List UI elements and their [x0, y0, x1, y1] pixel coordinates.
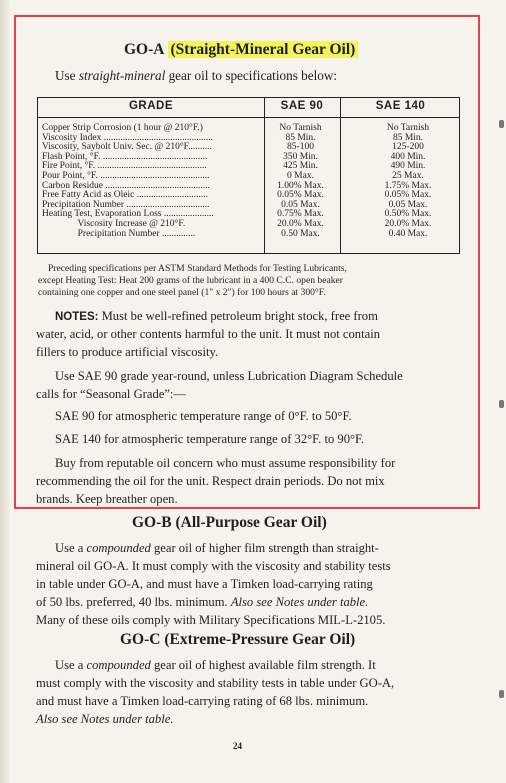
row-sae90: 0.75% Max. [277, 209, 324, 220]
row-label: Viscosity, Saybolt Univ. Sec. @ 210°F.......... [42, 142, 212, 153]
row-sae90: 0.05% Max. [277, 190, 324, 201]
row-sae90: 85-100 [287, 142, 314, 153]
goa-title: (Straight-Mineral Gear Oil) [168, 41, 359, 58]
row-sae140: 20.0% Max. [384, 219, 432, 229]
footnote-line: Preceding specifications per ASTM Standard Methods for Testing Lubricants, [48, 263, 347, 274]
intro-text: Use [55, 68, 79, 83]
gob-title: (All-Purpose Gear Oil) [175, 514, 327, 531]
sae140-range: SAE 140 for atmospheric temperature range of 32°F. to 90°F. [55, 432, 365, 446]
row-sae90: 425 Min. [283, 161, 318, 172]
row-label: Flash Point, °F. ............................................ [42, 151, 208, 162]
row-sae140: No Tarnish [386, 123, 430, 133]
gob-code: GO-B [132, 514, 172, 531]
spec-table [37, 97, 460, 254]
row-label: Copper Strip Corrosion (1 hour @ 210°F.) [42, 123, 203, 133]
goc-line [55, 656, 376, 675]
edge-mark [499, 400, 504, 408]
notes-label: NOTES: [55, 311, 99, 323]
notes-line: fillers to produce artificial viscosity. [36, 345, 219, 359]
gob-line: mineral oil GO-A. It must comply with the viscosity and stability tests [36, 559, 391, 573]
buy-paragraph-line: recommending the oil for the unit. Respect drain periods. Do not mix [36, 474, 385, 488]
goa-heading [124, 41, 358, 59]
table-row [38, 230, 459, 240]
row-sae140: 125-200 [392, 142, 424, 153]
row-sae90: 85 Min. [285, 132, 316, 143]
page-number: 24 [233, 741, 242, 751]
row-label: Precipitation Number .............. [42, 228, 196, 239]
buy-paragraph-line: Buy from reputable oil concern who must assume responsibility for [55, 456, 396, 470]
row-sae140: 0.50% Max. [384, 209, 432, 220]
goc-italic: Also see Notes under table. [36, 712, 174, 726]
goa-intro [55, 68, 337, 84]
header-grade: GRADE [128, 100, 174, 112]
gob-italic: Also see Notes under table. [230, 595, 369, 609]
gob-text: of 50 lbs. preferred, 40 lbs. minimum. [36, 595, 231, 609]
row-sae90: No Tarnish [279, 123, 322, 133]
sae-paragraph-line: Use SAE 90 grade year-round, unless Lubrication Diagram Schedule [55, 369, 403, 383]
notes-line: water, acid, or other contents harmful to the unit. It must not contain [36, 327, 380, 341]
row-sae90: 0 Max. [287, 171, 314, 181]
goc-italic: compounded [86, 658, 151, 672]
intro-italic: straight-mineral [78, 68, 166, 83]
goa-code: GO-A [124, 41, 164, 58]
row-sae90: 0.05 Max. [281, 199, 320, 210]
buy-paragraph-line: brands. Keep breather open. [36, 492, 178, 506]
row-sae140: 0.05 Max. [388, 199, 428, 210]
goc-text: gear oil of highest available film strength. It [150, 658, 376, 672]
sae90-range: SAE 90 for atmospheric temperature range of 0°F. to 50°F. [55, 409, 352, 423]
goc-line: must comply with the viscosity and stability tests in table under GO-A, [36, 676, 395, 690]
row-sae90: 0.50 Max. [281, 228, 320, 239]
row-sae140: 25 Max. [392, 171, 424, 181]
row-label: Fire Point, °F. .............................................. [42, 161, 207, 172]
notes-first-line [55, 307, 378, 327]
gob-line [36, 593, 368, 612]
gob-italic: compounded [86, 541, 151, 555]
row-label: Carbon Residue ............................................ [42, 180, 210, 191]
sae-paragraph-line: calls for “Seasonal Grade”:— [36, 387, 187, 401]
goc-code: GO-C [120, 631, 161, 648]
row-sae90: 350 Min. [283, 151, 318, 162]
goc-heading [120, 631, 355, 649]
row-sae140: 0.40 Max. [388, 228, 428, 239]
row-sae140: 400 Min. [390, 151, 426, 162]
edge-mark [499, 120, 504, 128]
row-sae140: 85 Min. [392, 132, 424, 143]
book-spine-shadow [0, 0, 10, 783]
intro-text-end: gear oil to specifications below: [165, 68, 338, 83]
gob-line: Many of these oils comply with Military Specifications MIL-L-2105. [36, 613, 386, 627]
row-sae90: 1.00% Max. [277, 180, 324, 191]
gob-text: Use a [55, 541, 87, 555]
gob-line [55, 539, 379, 558]
footnote-line: except Heating Test: Heat 200 grams of the lubricant in a 400 C.C. open beaker [38, 275, 343, 286]
row-label: Viscosity Increase @ 210°F. [42, 219, 186, 229]
header-sae90: SAE 90 [280, 100, 324, 112]
goc-line [36, 710, 173, 729]
row-label: Viscosity Index .............................................. [42, 132, 213, 143]
goc-text: Use a [55, 658, 87, 672]
notes-text: Must be well-refined petroleum bright stock, free from [98, 309, 378, 323]
gob-text: gear oil of higher film strength than straight- [150, 541, 379, 555]
edge-mark [499, 690, 504, 698]
row-sae140: 0.05% Max. [384, 190, 432, 201]
gob-heading [132, 514, 327, 532]
row-label: Pour Point, °F. .............................................. [42, 171, 210, 181]
row-label: Heating Test, Evaporation Loss ..................... [42, 209, 214, 220]
row-label: Free Fatty Acid as Oleic .............................. [42, 190, 208, 201]
row-sae140: 490 Min. [390, 161, 426, 172]
header-sae140: SAE 140 [375, 100, 426, 112]
gob-line: in table under GO-A, and must have a Timken load-carrying rating [36, 577, 373, 591]
footnote-line: containing one copper and one steel panel (1" x 2") for 100 hours at 300°F. [38, 287, 326, 298]
goc-title: (Extreme-Pressure Gear Oil) [164, 631, 356, 648]
row-sae140: 1.75% Max. [384, 180, 432, 191]
row-sae90: 20.0% Max. [277, 219, 324, 229]
row-label: Precipitation Number ................................... [42, 199, 210, 210]
goc-line: and must have a Timken load-carrying rating of 68 lbs. minimum. [36, 694, 369, 708]
